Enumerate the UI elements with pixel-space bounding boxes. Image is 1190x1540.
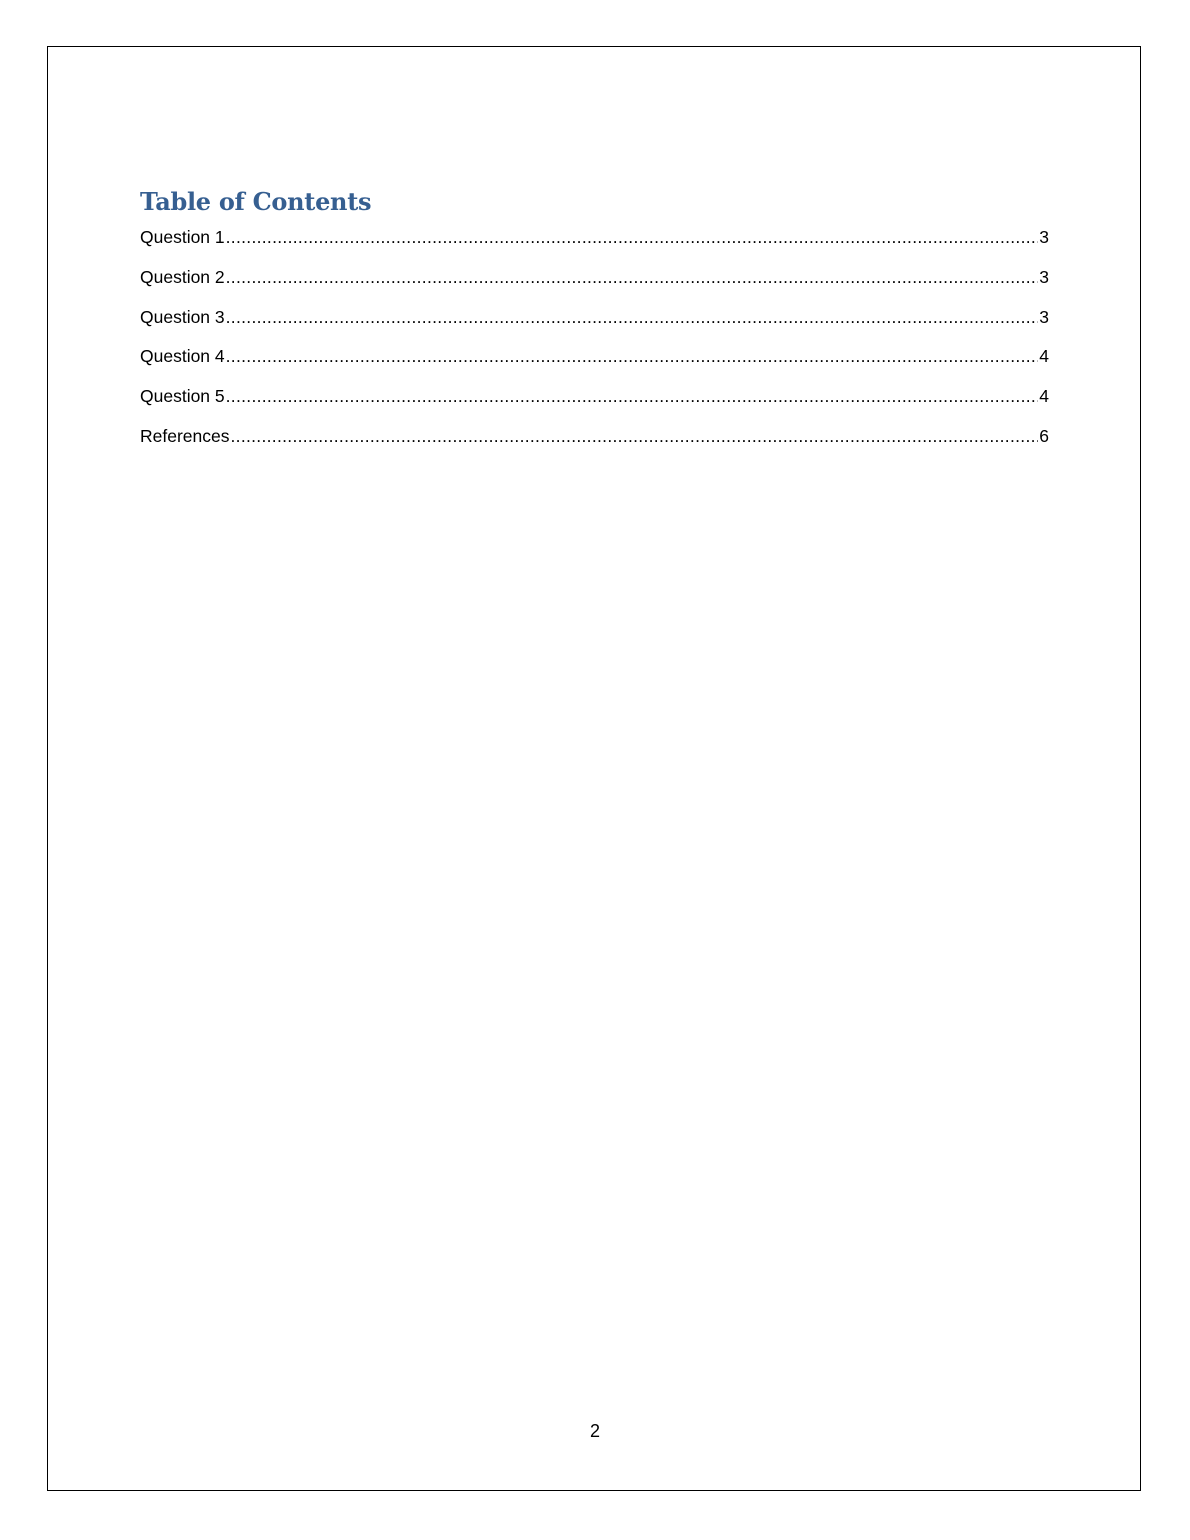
toc-dot-leader [226,266,1039,288]
toc-dot-leader [231,425,1039,447]
toc-entry-references[interactable] [140,425,1049,465]
toc-list [140,226,1049,465]
toc-entry-question-1[interactable] [140,226,1049,266]
toc-entry-page: 3 [1039,227,1049,247]
toc-entry-question-3[interactable] [140,306,1049,346]
toc-entry-page: 3 [1039,266,1049,287]
toc-entry-question-4[interactable] [140,345,1049,385]
toc-entry-page: 4 [1039,346,1049,367]
toc-entry-page: 3 [1039,306,1049,327]
toc-entry-label: References [140,425,230,446]
toc-entry-label: Question 1 [140,227,225,247]
toc-entry-question-5[interactable] [140,385,1049,425]
toc-dot-leader [226,385,1039,407]
toc-entry-label: Question 2 [140,266,225,287]
toc-dot-leader [226,226,1039,248]
toc-title: Table of Contents [140,187,372,216]
page-number: 2 [589,1421,600,1441]
toc-entry-question-2[interactable] [140,266,1049,306]
toc-entry-page: 6 [1039,425,1049,446]
toc-entry-label: Question 5 [140,386,225,407]
toc-entry-label: Question 3 [140,306,225,327]
toc-entry-label: Question 4 [140,346,225,367]
toc-dot-leader [226,306,1039,328]
toc-dot-leader [226,345,1039,367]
toc-entry-page: 4 [1039,386,1049,407]
